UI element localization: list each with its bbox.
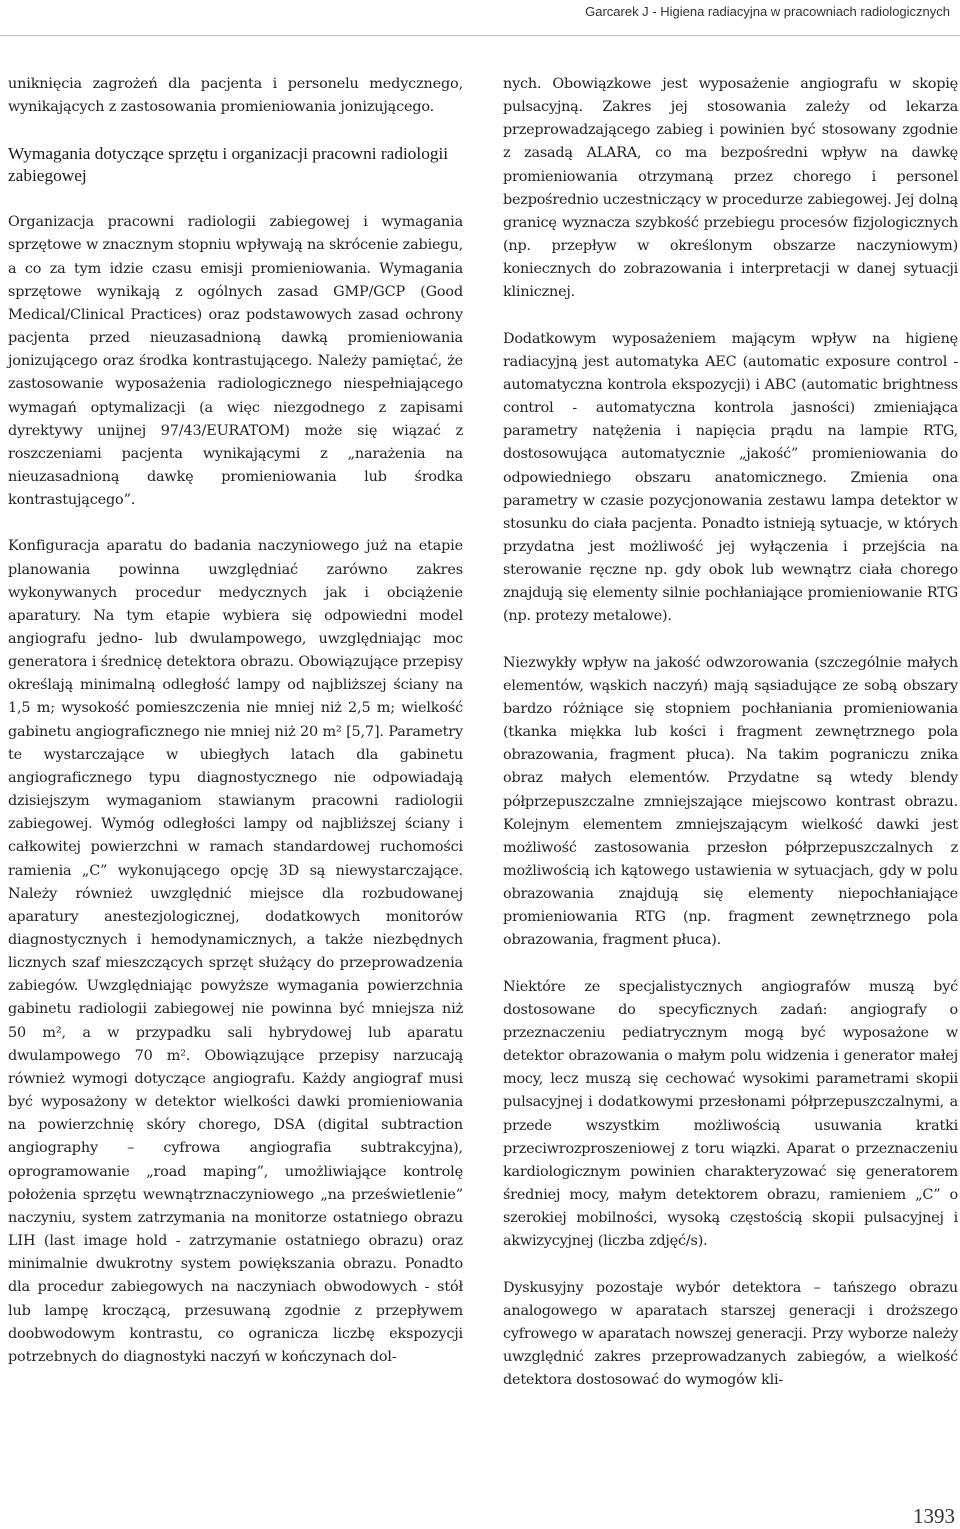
page-number: 1393 bbox=[913, 1504, 955, 1528]
body-paragraph: nych. Obowiązkowe jest wyposażenie angiografu w skopię pulsacyjną. Zakres jej stosowania zależy od lekarza przeprowadzającego zabieg i powinien być stosowany zgodnie z zasadą ALARA, co ma bezpośredni wpływ na dawkę promieniowania otrzymaną przez chorego i personel bezpośrednio uczestniczący w procedurze zabiegowej. Jej dolną granicę wyznacza szybkość przebiegu procesów fizjologicznych (np. przepływ w określonym obszarze naczyniowym) koniecznych do zobrazowania i interpretacji w danej sytuacji klinicznej. bbox=[503, 76, 958, 301]
body-paragraph: Konfiguracja aparatu do badania naczyniowego już na etapie planowania powinna uwzględniać zarówno zakres wykonywanych procedur medycznych jak i obciążenie aparatury. Na tym etapie wybiera się odpowiedni model angiografu jedno- lub dwulampowego, uwzględniając moc generatora i średnicę detektora obrazu. Obowiązujące przepisy określają minimalną odległość lampy od najbliższej ściany na 1,5 m; wysokość pomieszczenia nie mniej niż 2,5 m; wielkość gabinetu angiograficznego nie mniej niż 20 m² [5,7]. Parametry te wystarczające w ubiegłych latach dla gabinetu angiograficznego typu diagnostycznego nie odpowiadają dzisiejszym wymaganiom stawianym pracowni radiologii zabiegowej. Wymóg odległości lampy od najbliższej ściany i całkowitej powierzchni w ramach standardowej ruchomości ramienia „C” wykonującego opcję 3D są niewystarczające. Należy również uwzględnić miejsce dla rozbudowanej aparatury anestezjologicznej, dodatkowych monitorów diagnostycznych i hemodynamicznych, a także niezbędnych licznych szaf mieszczących sprzęt służący do przeprowadzenia zabiegów. Uwzględniając powyższe wymagania powierzchnia gabinetu radiologii zabiegowej nie powinna być mniejsza niż 50 m², a w przypadku sali hybrydowej lub aparatu dwulampowego 70 m². Obowiązujące przepisy narzucają również wymogi dotyczące angiografu. Każdy angiograf musi być wyposażony w detektor wielkości dawki promieniowania na powierzchnię skóry chorego, DSA (digital subtraction angiography – cyfrowa angiografia subtrakcyjna), oprogramowanie „road maping”, umożliwiające kontrolę położenia sprzętu wewnątrznaczyniowego „na prześwietlenie” naczyniu, system zatrzymania na monitorze ostatniego obrazu LIH (last image hold - zatrzymanie ostatniego obrazu) oraz minimalnie dwukrotny system powiększania obrazu. Ponadto dla procedur zabiegowych na naczyniach obwodowych - stół lub lampę kroczącą, przesuwaną zgodnie z przepływem doobwodowym kontrastu, co ogranicza liczbę ekspozycji potrzebnych do diagnostyki naczyń w kończynach dol- bbox=[8, 538, 463, 1365]
section-heading: Wymagania dotyczące sprzętu i organizacji pracowni radiologii zabiegowej bbox=[8, 144, 449, 186]
continued-paragraph: uniknięcia zagrożeń dla pacjenta i personelu medycznego, wynikających z zastosowania promieniowania jonizującego. bbox=[8, 76, 463, 116]
body-paragraph: Organizacja pracowni radiologii zabiegowej i wymagania sprzętowe w znacznym stopniu wpływają na skrócenie zabiegu, a co za tym idzie czasu emisji promieniowania. Wymagania sprzętowe wynikają z ogólnych zasad GMP/GCP (Good Medical/Clinical Practices) oraz podstawowych zasad ochrony pacjenta przed nieuzasadnioną dawką promieniowania jonizującego oraz środka kontrastującego. Należy pamiętać, że zastosowanie wyposażenia radiologicznego niespełniającego wymagań optymalizacji (a więc niezgodnego z zapisami dyrektywy unijnej 97/43/EURATOM) może się wiązać z roszczeniami pacjenta wynikającymi z „narażenia na nieuzasadnioną dawkę promieniowania lub środka kontrastującego”. bbox=[8, 214, 463, 509]
right-column bbox=[503, 73, 958, 1392]
running-head-text: Garcarek J - Higiena radiacyjna w pracowniach radiologicznych bbox=[585, 4, 950, 19]
body-paragraph: Niezwykły wpływ na jakość odwzorowania (szczególnie małych elementów, wąskich naczyń) mają sąsiadujące ze sobą obszary bardzo różniące się stopniem pochłaniania promieniowania (tkanka miękka lub kości i fragment zewnętrznego pola obrazowania, fragment płuca). Na takim pograniczu znika obraz małych elementów. Przydatne są wtedy blendy półprzepuszczalne zmniejszające miejscowo kontrast obrazu. Kolejnym elementem zmniejszającym wielkość dawki jest możliwość zastosowania przesłon półprzepuszczalnych z możliwością ich kątowego ustawienia w sytuacjach, gdy w polu obrazowania znajdują się elementy niepochłaniające promieniowania RTG (np. fragment zewnętrznego pola obrazowania, fragment płuca). bbox=[503, 654, 958, 949]
left-column bbox=[8, 73, 463, 1369]
body-paragraph: Dodatkowym wyposażeniem mającym wpływ na higienę radiacyjną jest automatyka AEC (automatic exposure control - automatyczna kontrola ekspozycji) i ABC (automatic brightness control - automatyczna kontrola jasności) zmieniająca parametry natężenia i napięcia prądu na lampie RTG, dostosowująca automatycznie „jakość” promieniowania do odpowiedniego obszaru anatomicznego. Zmienia ona parametry w czasie pozycjonowania zestawu lampa detektor w stosunku do ciała pacjenta. Ponadto istnieją sytuacje, w których przydatna jest możliwość jej wyłączenia i przejścia na sterowanie ręczne np. gdy obok lub wewnątrz ciała chorego znajdują się elementy silnie pochłaniające promieniowanie RTG (np. protezy metalowe). bbox=[503, 330, 958, 625]
body-paragraph: Niektóre ze specjalistycznych angiografów muszą być dostosowane do specyficznych zadań: angiografy o przeznaczeniu pediatrycznym mogą być wyposażone w detektor obrazowania o małym polu widzenia i generator małej mocy, lecz muszą się cechować wysokimi parametrami skopii pulsacyjnej i dodatkowymi przesłonami półprzepuszczalnymi, a przede wszystkim możliwością usuwania kratki przeciwrozproszeniowej z toru wiązki. Aparat o przeznaczeniu kardiologicznym powinien charakteryzować się generatorem średniej mocy, małym detektorem obrazu, ramieniem „C” o szerokiej mobilności, wysoką częstością skopii pulsacyjnej i akwizycyjnej (liczba zdjęć/s). bbox=[503, 978, 958, 1250]
body-paragraph: Dyskusyjny pozostaje wybór detektora – tańszego obrazu analogowego w aparatach starszej generacji i droższego cyfrowego w aparatach nowszej generacji. Przy wyborze należy uwzględnić zakres przeprowadzanych zabiegów, a wielkość detektora dostosować do wymogów kli- bbox=[503, 1279, 958, 1389]
running-header bbox=[0, 0, 960, 36]
